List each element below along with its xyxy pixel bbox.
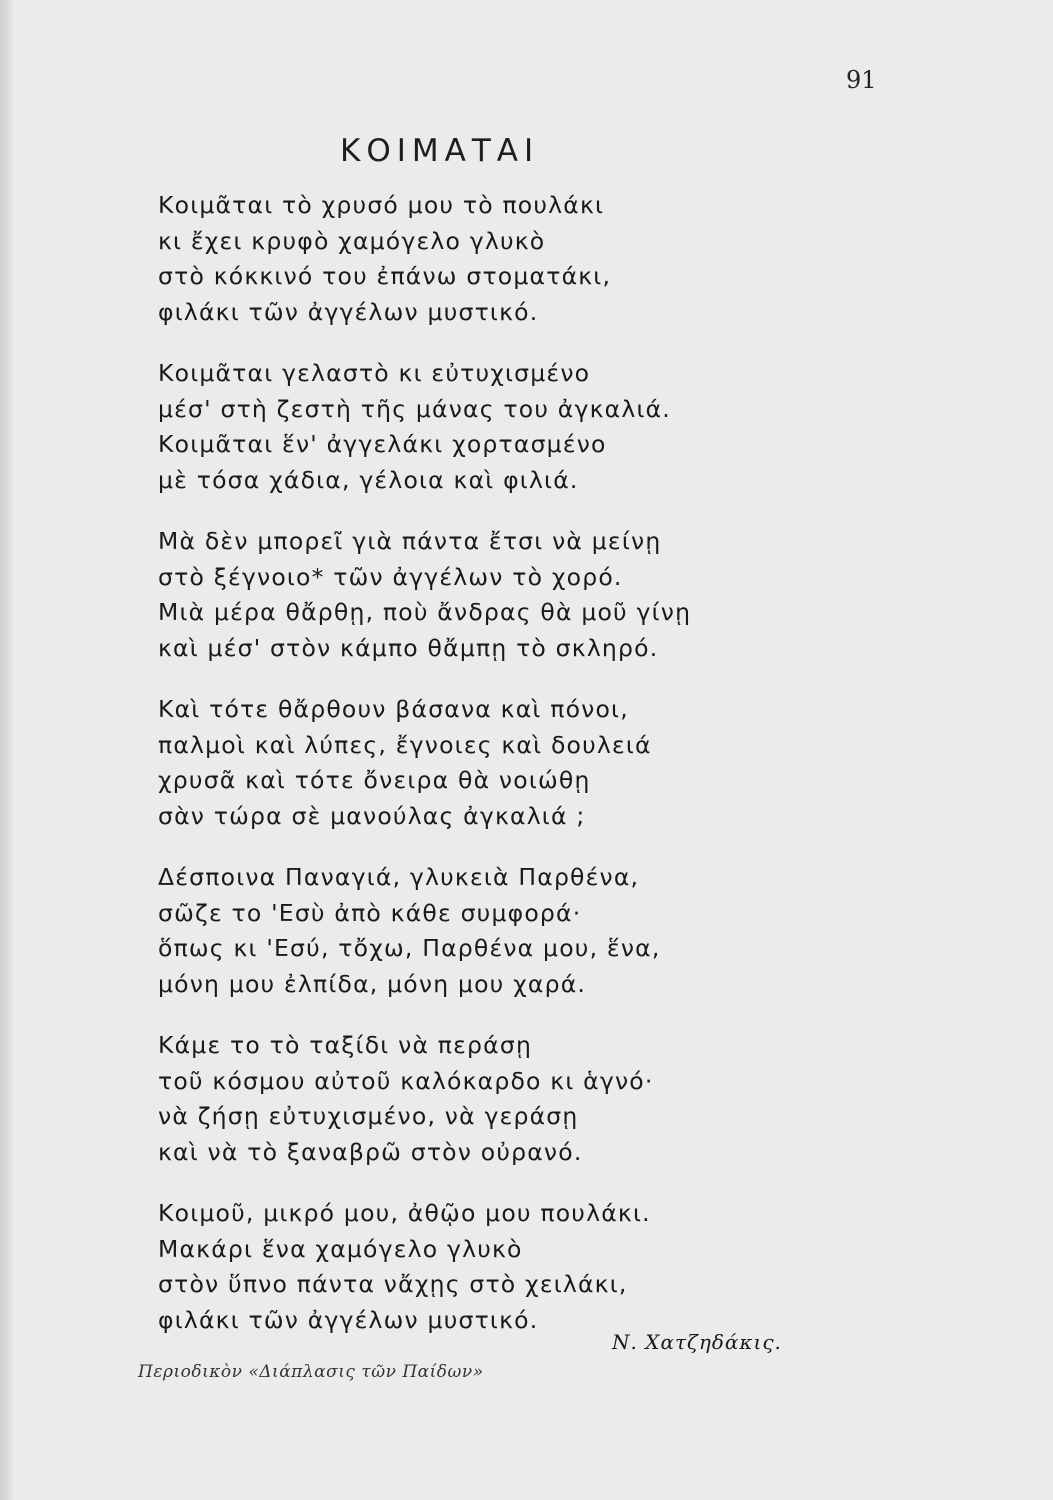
stanza <box>158 356 858 498</box>
poem-line: σῶζε το 'Εσὺ ἀπὸ κάθε συμφορά· <box>158 898 582 927</box>
poem-line: ὅπως κι 'Εσύ, τὄχω, Παρθένα μου, ἕνα, <box>158 934 661 962</box>
poem-line: χρυσᾶ καὶ τότε ὄνειρα θὰ νοιώθῃ <box>158 766 591 794</box>
poem-line: Μὰ δὲν μπορεῖ γιὰ πάντα ἔτσι νὰ μείνῃ <box>158 527 662 555</box>
poem-line: Μακάρι ἕνα χαμόγελο γλυκὸ <box>158 1234 523 1263</box>
poem-line: Μιὰ μέρα θἄρθῃ, ποὺ ἄνδρας θὰ μοῦ γίνῃ <box>158 598 692 626</box>
poem-line: Κοιμᾶται ἕν' ἀγγελάκι χορτασμένο <box>158 430 607 458</box>
poem-line: Καὶ τότε θἄρθουν βάσανα καὶ πόνοι, <box>158 695 629 723</box>
stanza <box>158 1028 858 1170</box>
poem-line: καὶ νὰ τὸ ξαναβρῶ στὸν οὐρανό. <box>158 1137 583 1166</box>
page-gutter-shadow <box>0 0 14 1500</box>
stanza <box>158 188 858 330</box>
poem-body <box>158 188 858 1364</box>
poem-line: μόνη μου ἐλπίδα, μόνη μου χαρά. <box>158 969 587 998</box>
poem-line: παλμοὶ καὶ λύπες, ἔγνοιες καὶ δουλειά <box>158 730 652 759</box>
poem-line: Κοιμοῦ, μικρό μου, ἀθῷο μου πουλάκι. <box>158 1199 651 1227</box>
stanza <box>158 692 858 834</box>
poem-line: στὸν ὕπνο πάντα νἄχῃς στὸ χειλάκι, <box>158 1270 628 1298</box>
poem-line: φιλάκι τῶν ἀγγέλων μυστικό. <box>158 1305 539 1334</box>
poem-line: καὶ μέσ' στὸν κάμπο θἄμπῃ τὸ σκληρό. <box>158 633 659 662</box>
poem-title: ΚΟΙΜΑΤΑΙ <box>340 133 540 169</box>
stanza <box>158 1196 858 1338</box>
poem-source: Περιοδικὸν «Διάπλασις τῶν Παίδων» <box>138 1362 484 1382</box>
stanza <box>158 524 858 666</box>
poem-line: φιλάκι τῶν ἀγγέλων μυστικό. <box>158 297 539 326</box>
poem-line: στὸ ξέγνοιο* τῶν ἀγγέλων τὸ χορό. <box>158 562 623 591</box>
poem-line: κι ἔχει κρυφὸ χαμόγελο γλυκὸ <box>158 226 546 255</box>
poem-line: σὰν τώρα σὲ μανούλας ἀγκαλιά ; <box>158 801 586 830</box>
stanza <box>158 860 858 1002</box>
poem-line: τοῦ κόσμου αὐτοῦ καλόκαρδο κι ἁγνό· <box>158 1066 654 1095</box>
poem-line: μέσ' στὴ ζεστὴ τῆς μάνας του ἀγκαλιά. <box>158 394 671 423</box>
poem-author: Ν. Χατζηδάκις. <box>612 1330 782 1354</box>
poem-line: Κάμε το τὸ ταξίδι νὰ περάσῃ <box>158 1031 533 1059</box>
poem-line: Δέσποινα Παναγιά, γλυκειὰ Παρθένα, <box>158 863 640 891</box>
poem-line: Κοιμᾶται τὸ χρυσό μου τὸ πουλάκι <box>158 191 605 219</box>
poem-line: μὲ τόσα χάδια, γέλοια καὶ φιλιά. <box>158 465 579 494</box>
poem-line: στὸ κόκκινό του ἐπάνω στοματάκι, <box>158 262 612 290</box>
page-number: 91 <box>846 66 877 94</box>
poem-line: Κοιμᾶται γελαστὸ κι εὐτυχισμένο <box>158 359 591 387</box>
poem-line: νὰ ζήσῃ εὐτυχισμένο, νὰ γεράσῃ <box>158 1102 579 1130</box>
